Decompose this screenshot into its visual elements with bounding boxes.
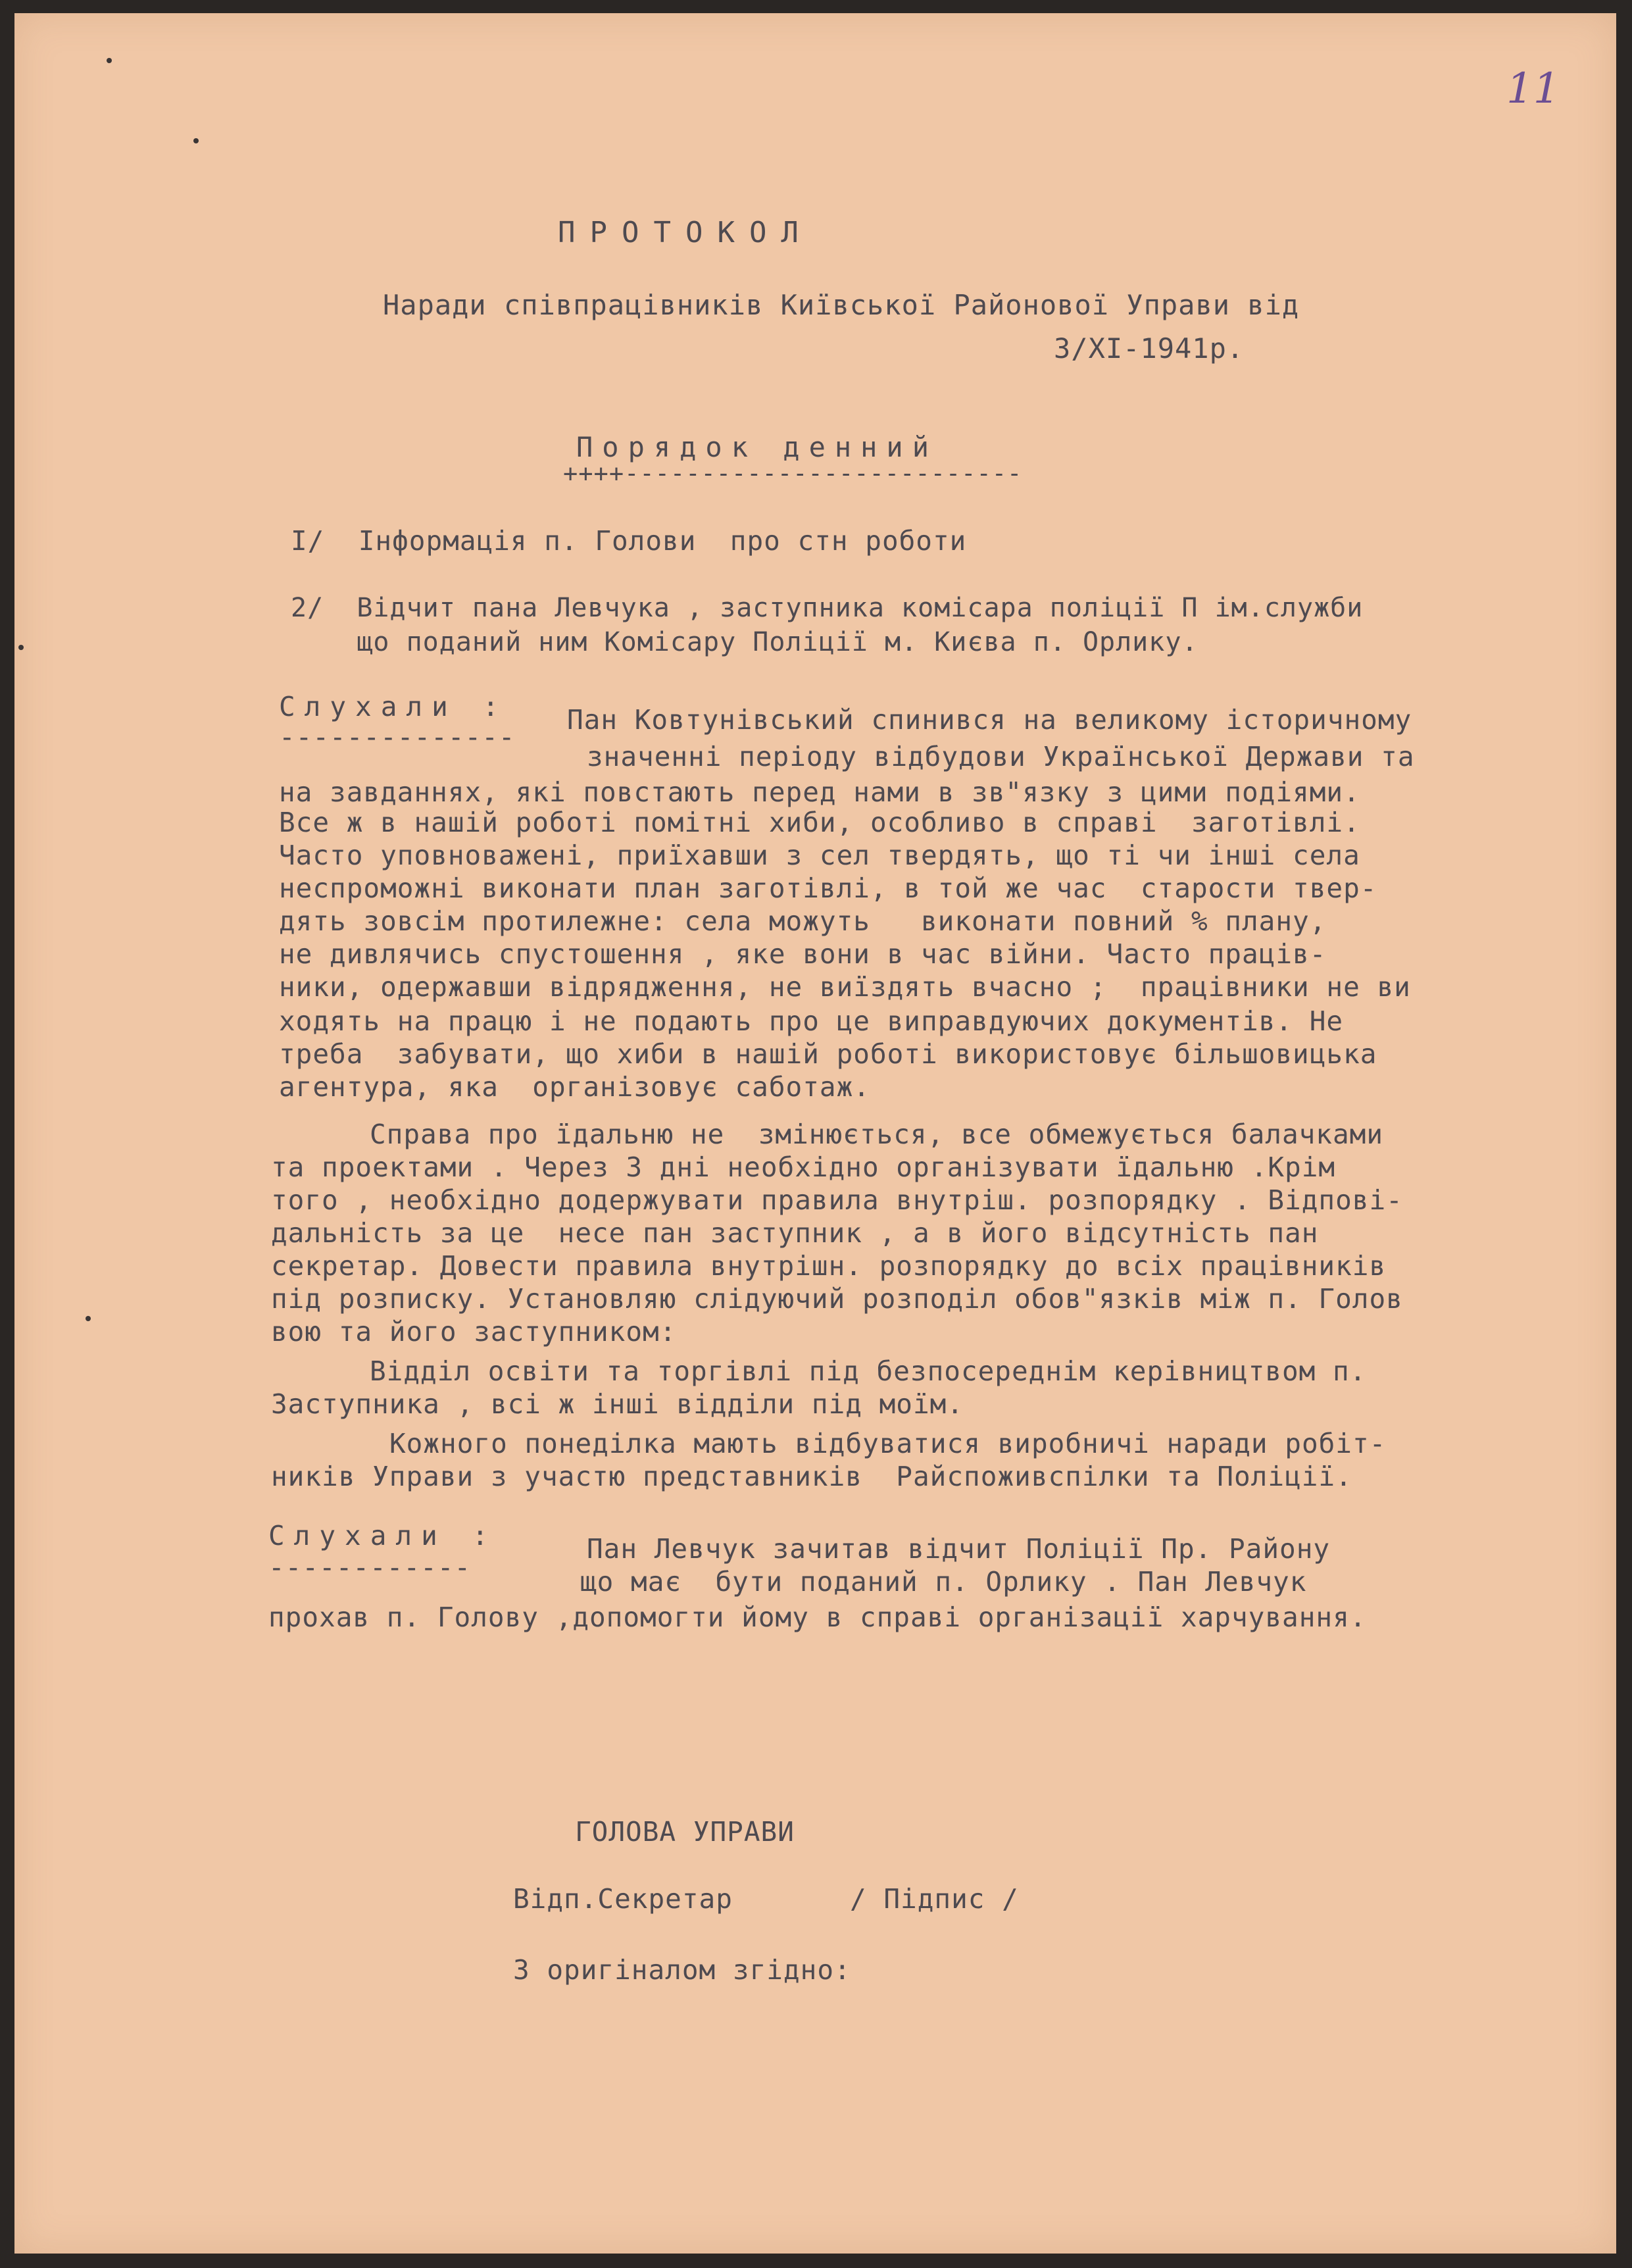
agenda-item-2-cont: що поданий ним Комісару Поліції м. Києва п. Орлику. bbox=[291, 627, 1199, 657]
subtitle-line-2: 3/XI-1941р. bbox=[1054, 332, 1245, 365]
section1-line: треба забувати, що хиби в нашій роботі використовує більшовицька bbox=[279, 1038, 1377, 1070]
section1-heading: Слухали : bbox=[279, 691, 508, 722]
margin-mark bbox=[193, 138, 199, 143]
agenda-title: Порядок денний bbox=[576, 431, 939, 463]
section1-line: Часто уповноважені, приїхавши з сел твердять, що ті чи інші села bbox=[279, 840, 1360, 871]
section1-line: не дивлячись спустошення , яке вони в час війни. Часто праців- bbox=[279, 938, 1327, 970]
para2-line: під розписку. Установляю слідуючий розподіл обов"язків між п. Голов bbox=[271, 1283, 1403, 1315]
para2-line: секретар. Довести правила внутрішн. розпорядку до всіх працівників bbox=[271, 1250, 1387, 1282]
document-page bbox=[14, 13, 1616, 2254]
para3-line: Відділ освіти та торгівлі під безпосереднім керівництвом п. bbox=[370, 1355, 1367, 1387]
agenda-item-1: І/ Інформація п. Голови про стн роботи bbox=[291, 525, 967, 557]
section1-underline: -------------- bbox=[279, 721, 516, 753]
para2-line: вою та його заступником: bbox=[271, 1316, 677, 1348]
section2-line: Пан Левчук зачитав відчит Поліції Пр. Району bbox=[587, 1533, 1331, 1565]
section1-line: агентура, яка організовує саботаж. bbox=[279, 1071, 870, 1103]
section1-line: ники, одержавши відрядження, не виїздять вчасно ; працівники не ви bbox=[279, 971, 1411, 1003]
para4-line: ників Управи з участю представників Райспоживспілки та Поліції. bbox=[271, 1461, 1352, 1492]
section2-heading: Слухали : bbox=[268, 1520, 498, 1551]
section1-line: на завданнях, які повстають перед нами в зв"язку з цими подіями. bbox=[279, 776, 1360, 808]
section1-line: ходять на працю і не подають про це виправдуючих документів. Не bbox=[279, 1005, 1344, 1037]
section1-line: Все ж в нашій роботі помітні хиби, особливо в справі заготівлі. bbox=[279, 807, 1360, 838]
agenda-underline: ++++-------------------------- bbox=[563, 459, 1023, 488]
section1-line: дять зовсім протилежне: села можуть виконати повний % плану, bbox=[279, 905, 1327, 937]
margin-mark bbox=[107, 58, 112, 63]
para2-line: дальність за це несе пан заступник , а в його відсутність пан bbox=[271, 1217, 1319, 1249]
certified-note: З оригіналом згідно: bbox=[513, 1954, 851, 1986]
section1-line: значенні періоду відбудови Української Держави та bbox=[587, 741, 1415, 772]
subtitle-line-1: Наради співпрацівників Київської Районової Управи від bbox=[383, 289, 1300, 321]
para3-line: Заступника , всі ж інші відділи під моїм. bbox=[271, 1388, 964, 1420]
margin-mark bbox=[18, 645, 24, 650]
page-number: 11 bbox=[1506, 64, 1560, 113]
signature-title: ГОЛОВА УПРАВИ bbox=[575, 1816, 795, 1848]
para2-line: Справа про їдальню не змінюється, все обмежується балачками bbox=[370, 1119, 1384, 1150]
section2-line: що має бути поданий п. Орлику . Пан Левчук bbox=[580, 1566, 1307, 1598]
section2-underline: ------------ bbox=[268, 1551, 472, 1583]
section1-line: Пан Ковтунівський спинився на великому історичному bbox=[567, 704, 1412, 736]
signature-placeholder: / Підпис / bbox=[850, 1883, 1019, 1915]
para4-line: Кожного понеділка мають відбуватися виробничі наради робіт- bbox=[389, 1428, 1387, 1459]
document-title: ПРОТОКОЛ bbox=[558, 216, 813, 249]
signature-secretary: Відп.Секретар bbox=[513, 1883, 733, 1915]
margin-mark bbox=[86, 1316, 91, 1321]
section2-line: прохав п. Голову ,допомогти йому в справі організації харчування. bbox=[268, 1601, 1367, 1633]
agenda-item-2: 2/ Відчит пана Левчука , заступника комісара поліції П ім.служби bbox=[291, 593, 1364, 623]
para2-line: того , необхідно додержувати правила внутріш. розпорядку . Відпові- bbox=[271, 1184, 1403, 1216]
para2-line: та проектами . Через 3 дні необхідно організувати їдальню .Крім bbox=[271, 1151, 1336, 1183]
section1-line: неспроможні виконати план заготівлі, в той же час старости твер- bbox=[279, 872, 1377, 904]
